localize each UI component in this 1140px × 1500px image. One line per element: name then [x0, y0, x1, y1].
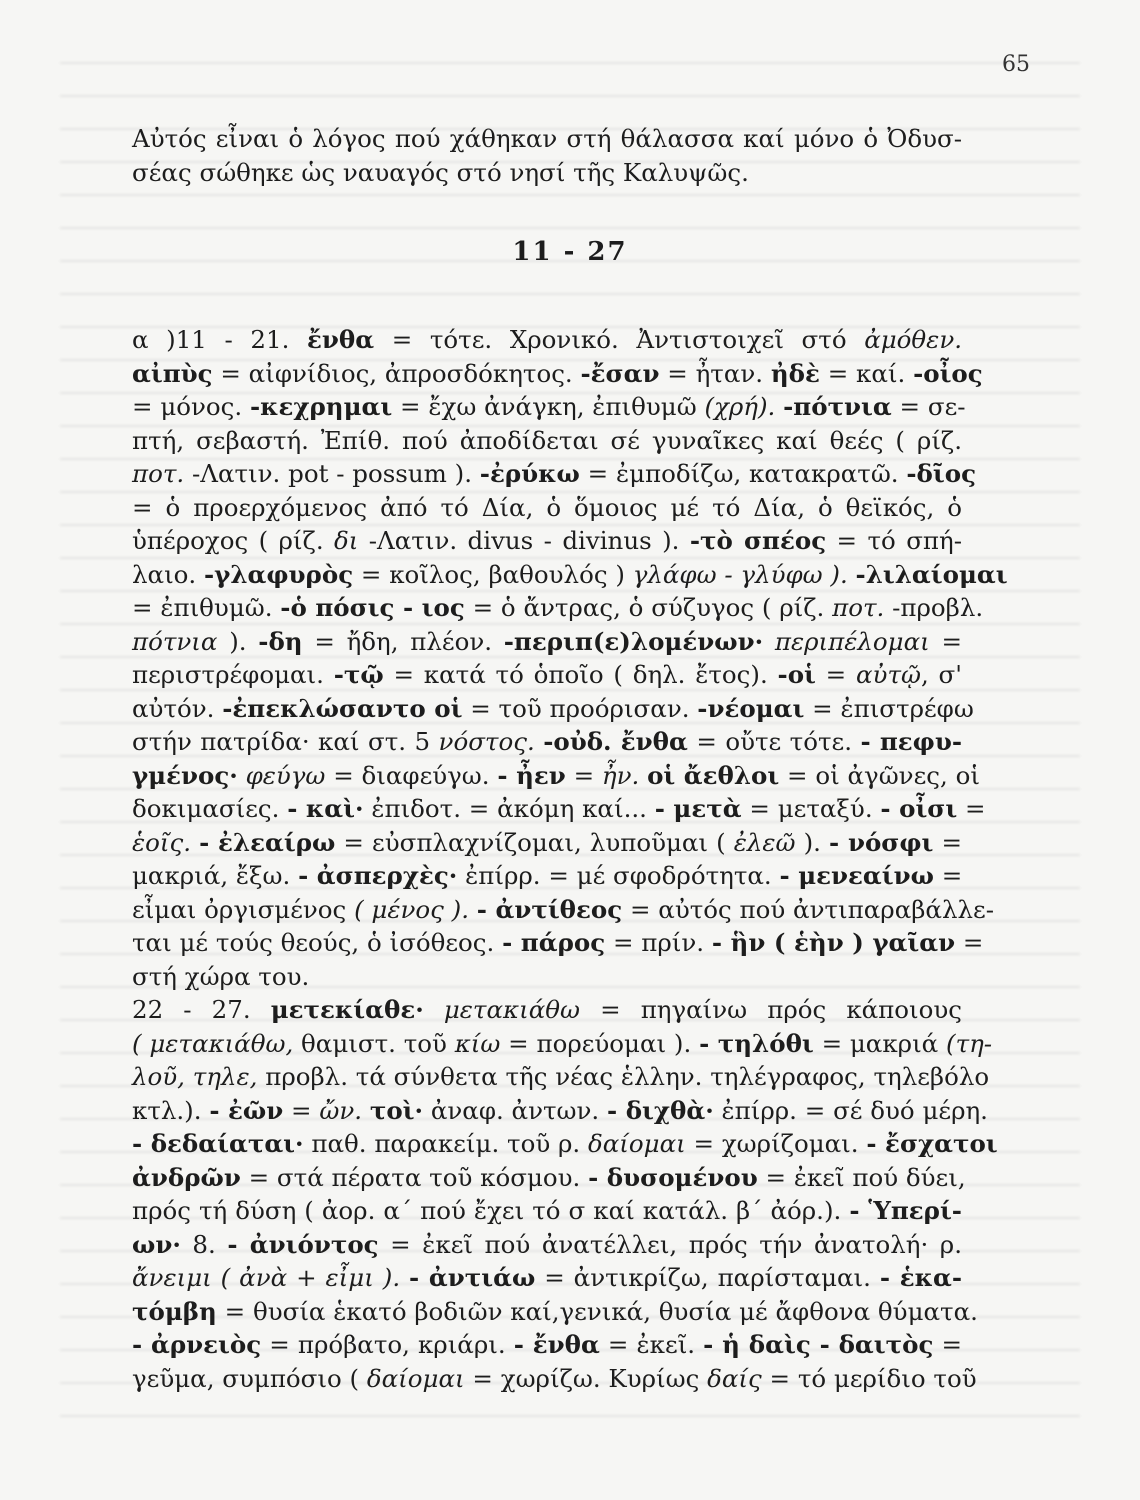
- gloss-line: ἄνειμι ( ἀνὰ + εἶμι ). - ἀντιάω = ἀντικρίζω, παρίσταμαι. - ἑκα-: [132, 1263, 963, 1292]
- intro-paragraph: [132, 122, 962, 189]
- gloss-line: αὐτόν. -ἐπεκλώσαντο οἱ = τοῦ προόρισαν. -νέομαι = ἐπιστρέφω: [132, 693, 974, 723]
- gloss-line: στήν πατρίδα· καί στ. 5 νόστος. -οὐδ. ἔνθα = οὔτε τότε. - πεφυ-: [132, 727, 962, 756]
- gloss-line: πότνια ). -δη = ἤδη, πλέον. -περιπ(ε)λομένων· περιπέλομαι =: [132, 626, 962, 656]
- gloss-line: 22 - 27. μετεκίαθε· μετακιάθω = πηγαίνω πρός κάποιους: [132, 995, 962, 1024]
- gloss-line: = μόνος. -κεχρημαι = ἔχω ἀνάγκη, ἐπιθυμῶ (χρή). -πότνια = σε-: [132, 392, 966, 421]
- gloss-line: - ἀρνειὸς = πρόβατο, κριάρι. - ἔνθα = ἐκεῖ. - ἡ δαὶς - δαιτὸς =: [132, 1330, 963, 1359]
- gloss-line: πρός τή δύση ( ἀορ. α΄ πού ἔχει τό σ καί κατάλ. β΄ ἀόρ.). - Ὑπερί-: [132, 1196, 962, 1225]
- section-heading: 11 - 27: [512, 237, 628, 267]
- gloss-line: λαιο. -γλαφυρὸς = κοῖλος, βαθουλός ) γλάφω - γλύφω ). -λιλαίομαι: [132, 559, 1008, 589]
- gloss-line: ων· 8. - ἀνιόντος = ἐκεῖ πού ἀνατέλλει, πρός τήν ἀνατολή· ρ.: [132, 1229, 962, 1259]
- page-number: 65: [1002, 52, 1030, 77]
- gloss-line: λοῦ, τηλε, προβλ. τά σύνθετα τῆς νέας ἑλλην. τηλέγραφος, τηλεβόλο: [132, 1062, 990, 1091]
- text-line: σέας σώθηκε ὡς ναυαγός στό νησί τῆς Καλυψῶς.: [132, 157, 749, 187]
- gloss-line: ( μετακιάθω, θαμιστ. τοῦ κίω = πορεύομαι ). - τηλόθι = μακριά (τη-: [132, 1028, 993, 1058]
- gloss-line: = ἐπιθυμῶ. -ὁ πόσις - ιος = ὁ ἄντρας, ὁ σύζυγος ( ρίζ. ποτ. -προβλ.: [132, 593, 984, 622]
- gloss-line: τόμβη = θυσία ἑκατό βοδιῶν καί,γενικά, θυσία μέ ἄφθονα θύματα.: [132, 1296, 978, 1326]
- gloss-line: δοκιμασίες. - καὶ· ἐπιδοτ. = ἀκόμη καί... - μετὰ = μεταξύ. - οἶσι =: [132, 794, 986, 823]
- gloss-line: α )11 - 21. ἔνθα = τότε. Χρονικό. Ἀντιστοιχεῖ στό ἀμόθεν.: [132, 325, 962, 354]
- gloss-line: μακριά, ἔξω. - ἀσπερχὲς· ἐπίρρ. = μέ σφοδρότητα. - μενεαίνω =: [132, 861, 963, 890]
- gloss-body: [132, 323, 1008, 1395]
- gloss-line: γμένος· φεύγω = διαφεύγω. - ἦεν = ἦν. οἱ ἄεθλοι = οἱ ἀγῶνες, οἱ: [132, 760, 980, 790]
- gloss-line: ποτ. -Λατιν. pot - possum ). -ἐρύκω = ἐμποδίζω, κατακρατῶ. -δῖος: [132, 459, 977, 488]
- gloss-line: πτή, σεβαστή. Ἐπίθ. πού ἀποδίδεται σέ γυναῖκες καί θεές ( ρίζ.: [132, 425, 962, 455]
- gloss-line: ἀνδρῶν = στά πέρατα τοῦ κόσμου. - δυσομένου = ἐκεῖ πού δύει,: [132, 1162, 966, 1192]
- text-line: Αὐτός εἶναι ὁ λόγος πού χάθηκαν στή θάλασσα καί μόνο ὁ Ὀδυσ-: [132, 124, 962, 153]
- gloss-line: αἰπὺς = αἰφνίδιος, ἀπροσδόκητος. -ἔσαν = ἦταν. ἠδὲ = καί. -οἶος: [132, 358, 983, 388]
- gloss-line: ὑπέροχος ( ρίζ. δι -Λατιν. divus - divinus ). -τὸ σπέος = τό σπή-: [132, 526, 962, 555]
- gloss-line: κτλ.). - ἐῶν = ὤν. τοὶ· ἀναφ. ἀντων. - διχθὰ· ἐπίρρ. = σέ δυό μέρη.: [132, 1095, 988, 1125]
- gloss-line: περιστρέφομαι. -τῷ = κατά τό ὁποῖο ( δηλ. ἔτος). -οἱ = αὐτῷ, σ': [132, 660, 963, 689]
- gloss-line: ται μέ τούς θεούς, ὁ ἰσόθεος. - πάρος = πρίν. - ἣν ( ἑὴν ) γαῖαν =: [132, 928, 984, 957]
- gloss-line: ἑοῖς. - ἐλεαίρω = εὐσπλαχνίζομαι, λυποῦμαι ( ἐλεῶ ). - νόσφι =: [132, 827, 962, 857]
- gloss-line: - δεδαίαται· παθ. παρακείμ. τοῦ ρ. δαίομαι = χωρίζομαι. - ἔσχατοι: [132, 1129, 998, 1158]
- gloss-line: γεῦμα, συμπόσιο ( δαίομαι = χωρίζω. Κυρίως δαίς = τό μερίδιο τοῦ: [132, 1363, 977, 1393]
- gloss-line: = ὁ προερχόμενος ἀπό τό Δία, ὁ ὅμοιος μέ τό Δία, ὁ θεϊκός, ὁ: [132, 492, 962, 522]
- gloss-line: στή χώρα του.: [132, 961, 310, 991]
- gloss-line: εἶμαι ὀργισμένος ( μένος ). - ἀντίθεος = αὐτός πού ἀντιπαραβάλλε-: [132, 894, 994, 924]
